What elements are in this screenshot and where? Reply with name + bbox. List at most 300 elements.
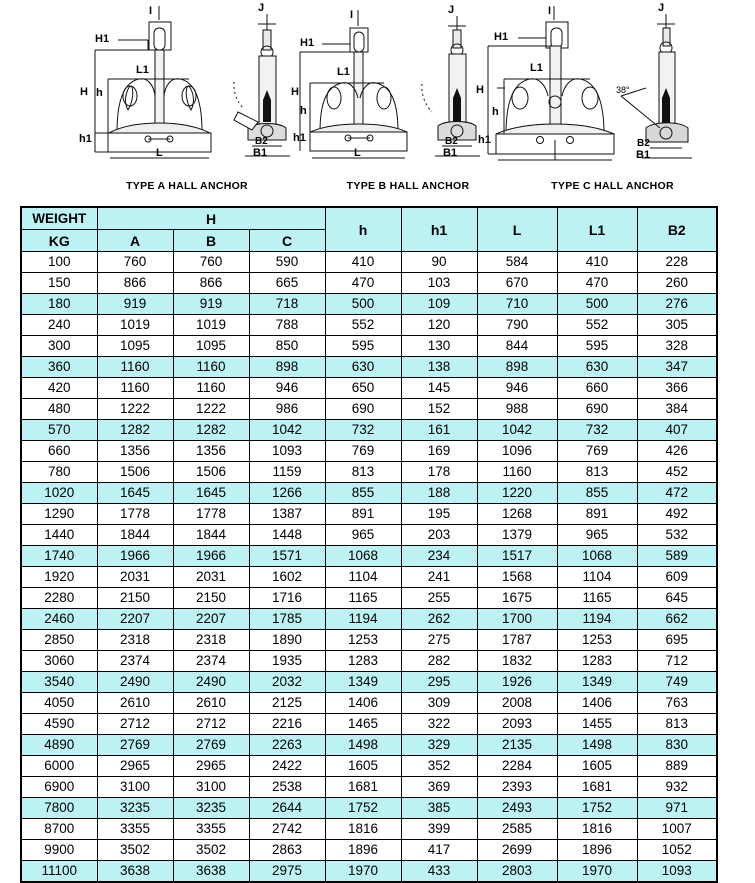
cell-A: 1778 — [97, 504, 173, 525]
cell-L: 898 — [477, 357, 557, 378]
cell-L1: 1165 — [557, 588, 637, 609]
type-c-drawing-icon — [470, 0, 755, 200]
cell-B2: 305 — [637, 315, 717, 336]
label-B1: B1 — [253, 147, 268, 159]
table-row — [21, 714, 717, 735]
table-row — [21, 861, 717, 883]
cell-A: 3100 — [97, 777, 173, 798]
table-row — [21, 504, 717, 525]
spec-table-container — [20, 206, 716, 883]
cell-A: 2769 — [97, 735, 173, 756]
cell-L1: 1068 — [557, 546, 637, 567]
table-row — [21, 651, 717, 672]
cell-A: 1095 — [97, 336, 173, 357]
cell-B2: 589 — [637, 546, 717, 567]
cell-B2: 384 — [637, 399, 717, 420]
cell-B2: 426 — [637, 441, 717, 462]
cell-B2: 492 — [637, 504, 717, 525]
anchor-figure-type-a — [62, 0, 315, 200]
label-H: H — [80, 86, 88, 98]
table-row — [21, 252, 717, 273]
header-L1: L1 — [557, 207, 637, 252]
cell-B2: 830 — [637, 735, 717, 756]
cell-B2: 932 — [637, 777, 717, 798]
cell-L1: 1896 — [557, 840, 637, 861]
cell-A: 2490 — [97, 672, 173, 693]
cell-L: 1787 — [477, 630, 557, 651]
cell-KG: 300 — [21, 336, 97, 357]
header-h1: h1 — [401, 207, 477, 252]
label-H1: H1 — [95, 33, 110, 45]
label-L1: L1 — [530, 62, 543, 74]
cell-L1: 1283 — [557, 651, 637, 672]
cell-A: 3638 — [97, 861, 173, 883]
cell-B2: 347 — [637, 357, 717, 378]
cell-L1: 690 — [557, 399, 637, 420]
header-h: h — [325, 207, 401, 252]
cell-A: 2207 — [97, 609, 173, 630]
cell-L: 2585 — [477, 819, 557, 840]
cell-A: 2610 — [97, 693, 173, 714]
cell-h1: 262 — [401, 609, 477, 630]
cell-B: 2610 — [173, 693, 249, 714]
cell-h: 891 — [325, 504, 401, 525]
table-row — [21, 735, 717, 756]
cell-B2: 695 — [637, 630, 717, 651]
table-row — [21, 672, 717, 693]
cell-KG: 4050 — [21, 693, 97, 714]
cell-B: 2965 — [173, 756, 249, 777]
cell-B2: 328 — [637, 336, 717, 357]
table-row — [21, 777, 717, 798]
label-angle: 38° — [616, 85, 630, 95]
cell-h1: 169 — [401, 441, 477, 462]
cell-h: 1970 — [325, 861, 401, 883]
cell-B: 1778 — [173, 504, 249, 525]
cell-h1: 369 — [401, 777, 477, 798]
cell-h1: 329 — [401, 735, 477, 756]
table-row — [21, 294, 717, 315]
cell-h1: 309 — [401, 693, 477, 714]
header-B2: B2 — [637, 207, 717, 252]
label-L1: L1 — [337, 66, 350, 78]
cell-L: 844 — [477, 336, 557, 357]
cell-A: 1966 — [97, 546, 173, 567]
cell-L: 1517 — [477, 546, 557, 567]
header-kg: KG — [21, 230, 97, 252]
cell-B: 1282 — [173, 420, 249, 441]
cell-L: 2093 — [477, 714, 557, 735]
table-row — [21, 546, 717, 567]
cell-h: 1681 — [325, 777, 401, 798]
cell-C: 986 — [249, 399, 325, 420]
cell-B2: 662 — [637, 609, 717, 630]
cell-h: 1752 — [325, 798, 401, 819]
label-H: H — [476, 84, 484, 96]
table-row — [21, 819, 717, 840]
label-h1: h1 — [79, 133, 92, 145]
cell-h1: 234 — [401, 546, 477, 567]
cell-KG: 1740 — [21, 546, 97, 567]
cell-B2: 228 — [637, 252, 717, 273]
cell-C: 1571 — [249, 546, 325, 567]
cell-h1: 138 — [401, 357, 477, 378]
label-L: L — [156, 147, 163, 159]
label-L: L — [354, 147, 361, 159]
cell-B2: 366 — [637, 378, 717, 399]
cell-C: 850 — [249, 336, 325, 357]
cell-A: 1282 — [97, 420, 173, 441]
cell-C: 1448 — [249, 525, 325, 546]
cell-B: 2490 — [173, 672, 249, 693]
cell-L: 1700 — [477, 609, 557, 630]
cell-L: 988 — [477, 399, 557, 420]
cell-B: 3502 — [173, 840, 249, 861]
cell-h1: 433 — [401, 861, 477, 883]
cell-h1: 282 — [401, 651, 477, 672]
cell-h1: 152 — [401, 399, 477, 420]
label-h1: h1 — [478, 134, 491, 146]
cell-h: 1406 — [325, 693, 401, 714]
cell-B: 3638 — [173, 861, 249, 883]
cell-A: 2965 — [97, 756, 173, 777]
cell-C: 590 — [249, 252, 325, 273]
cell-L1: 660 — [557, 378, 637, 399]
cell-B: 3235 — [173, 798, 249, 819]
cell-KG: 1020 — [21, 483, 97, 504]
cell-B2: 645 — [637, 588, 717, 609]
cell-C: 1716 — [249, 588, 325, 609]
cell-KG: 480 — [21, 399, 97, 420]
cell-h: 732 — [325, 420, 401, 441]
cell-h: 1104 — [325, 567, 401, 588]
cell-KG: 100 — [21, 252, 97, 273]
cell-B2: 813 — [637, 714, 717, 735]
cell-C: 2975 — [249, 861, 325, 883]
cell-KG: 1290 — [21, 504, 97, 525]
cell-A: 2150 — [97, 588, 173, 609]
cell-B: 760 — [173, 252, 249, 273]
cell-B2: 407 — [637, 420, 717, 441]
cell-A: 3502 — [97, 840, 173, 861]
cell-h: 1165 — [325, 588, 401, 609]
cell-L: 2699 — [477, 840, 557, 861]
table-row — [21, 483, 717, 504]
label-B1: B1 — [636, 149, 651, 161]
label-J: J — [258, 2, 265, 14]
cell-B: 919 — [173, 294, 249, 315]
cell-h: 1896 — [325, 840, 401, 861]
cell-B: 1506 — [173, 462, 249, 483]
cell-C: 946 — [249, 378, 325, 399]
cell-h1: 103 — [401, 273, 477, 294]
table-row — [21, 798, 717, 819]
cell-KG: 4590 — [21, 714, 97, 735]
cell-KG: 240 — [21, 315, 97, 336]
cell-C: 2422 — [249, 756, 325, 777]
cell-B2: 1007 — [637, 819, 717, 840]
cell-L: 1568 — [477, 567, 557, 588]
label-L1: L1 — [136, 64, 149, 76]
cell-L: 2135 — [477, 735, 557, 756]
cell-L: 1675 — [477, 588, 557, 609]
cell-L: 2008 — [477, 693, 557, 714]
cell-h: 650 — [325, 378, 401, 399]
cell-C: 2863 — [249, 840, 325, 861]
cell-B2: 712 — [637, 651, 717, 672]
cell-L1: 1194 — [557, 609, 637, 630]
cell-A: 1160 — [97, 357, 173, 378]
cell-A: 2712 — [97, 714, 173, 735]
cell-L1: 1681 — [557, 777, 637, 798]
cell-h: 1498 — [325, 735, 401, 756]
cell-C: 1387 — [249, 504, 325, 525]
cell-L1: 1605 — [557, 756, 637, 777]
cell-C: 1602 — [249, 567, 325, 588]
figure-caption: TYPE C HALL ANCHOR — [551, 180, 674, 192]
label-B2: B2 — [255, 136, 268, 147]
cell-L: 1379 — [477, 525, 557, 546]
cell-h1: 352 — [401, 756, 477, 777]
cell-h1: 417 — [401, 840, 477, 861]
table-row — [21, 840, 717, 861]
table-row — [21, 567, 717, 588]
cell-C: 2538 — [249, 777, 325, 798]
cell-A: 919 — [97, 294, 173, 315]
label-h: h — [492, 106, 499, 118]
cell-B2: 749 — [637, 672, 717, 693]
header-A: A — [97, 230, 173, 252]
cell-A: 2031 — [97, 567, 173, 588]
cell-h1: 178 — [401, 462, 477, 483]
cell-KG: 6000 — [21, 756, 97, 777]
label-H: H — [291, 86, 299, 98]
cell-KG: 9900 — [21, 840, 97, 861]
cell-L: 1096 — [477, 441, 557, 462]
cell-L1: 1816 — [557, 819, 637, 840]
table-row — [21, 588, 717, 609]
cell-C: 2263 — [249, 735, 325, 756]
cell-L: 710 — [477, 294, 557, 315]
label-B1: B1 — [443, 147, 458, 159]
cell-B2: 532 — [637, 525, 717, 546]
cell-B: 2712 — [173, 714, 249, 735]
cell-KG: 11100 — [21, 861, 97, 883]
cell-L: 1220 — [477, 483, 557, 504]
cell-L1: 1752 — [557, 798, 637, 819]
label-H1: H1 — [494, 31, 509, 43]
cell-B: 3100 — [173, 777, 249, 798]
cell-L1: 813 — [557, 462, 637, 483]
table-row — [21, 630, 717, 651]
cell-h: 1253 — [325, 630, 401, 651]
cell-B2: 1052 — [637, 840, 717, 861]
label-h: h — [300, 105, 307, 117]
header-weight: WEIGHT — [21, 207, 97, 230]
cell-KG: 420 — [21, 378, 97, 399]
cell-h1: 195 — [401, 504, 477, 525]
cell-KG: 3060 — [21, 651, 97, 672]
cell-L: 1160 — [477, 462, 557, 483]
cell-h: 1605 — [325, 756, 401, 777]
cell-A: 1645 — [97, 483, 173, 504]
label-I: I — [149, 5, 153, 17]
cell-C: 1266 — [249, 483, 325, 504]
cell-L1: 410 — [557, 252, 637, 273]
cell-L1: 769 — [557, 441, 637, 462]
anchor-spec-table — [20, 206, 718, 883]
cell-C: 788 — [249, 315, 325, 336]
cell-L: 1268 — [477, 504, 557, 525]
cell-B2: 763 — [637, 693, 717, 714]
cell-h: 1283 — [325, 651, 401, 672]
table-row — [21, 693, 717, 714]
table-row — [21, 357, 717, 378]
cell-KG: 8700 — [21, 819, 97, 840]
cell-A: 1222 — [97, 399, 173, 420]
cell-h: 630 — [325, 357, 401, 378]
cell-B: 1645 — [173, 483, 249, 504]
figure-caption: TYPE B HALL ANCHOR — [346, 180, 470, 192]
cell-KG: 6900 — [21, 777, 97, 798]
cell-B: 1160 — [173, 357, 249, 378]
cell-B: 2207 — [173, 609, 249, 630]
cell-L1: 470 — [557, 273, 637, 294]
cell-A: 1356 — [97, 441, 173, 462]
header-row-top — [21, 207, 717, 230]
cell-L1: 552 — [557, 315, 637, 336]
cell-B: 2318 — [173, 630, 249, 651]
cell-L: 1832 — [477, 651, 557, 672]
cell-L1: 1498 — [557, 735, 637, 756]
table-body — [21, 252, 717, 883]
cell-h: 470 — [325, 273, 401, 294]
cell-h: 1349 — [325, 672, 401, 693]
cell-B2: 1093 — [637, 861, 717, 883]
anchor-diagrams — [0, 0, 755, 200]
cell-A: 2318 — [97, 630, 173, 651]
cell-KG: 2460 — [21, 609, 97, 630]
cell-h: 965 — [325, 525, 401, 546]
table-row — [21, 315, 717, 336]
cell-A: 760 — [97, 252, 173, 273]
cell-C: 898 — [249, 357, 325, 378]
cell-L: 790 — [477, 315, 557, 336]
cell-B2: 260 — [637, 273, 717, 294]
cell-h: 855 — [325, 483, 401, 504]
cell-h1: 275 — [401, 630, 477, 651]
table-row — [21, 525, 717, 546]
cell-L: 1926 — [477, 672, 557, 693]
cell-h: 813 — [325, 462, 401, 483]
label-B2: B2 — [637, 138, 650, 149]
cell-C: 2032 — [249, 672, 325, 693]
cell-B: 1356 — [173, 441, 249, 462]
cell-L1: 595 — [557, 336, 637, 357]
cell-L: 670 — [477, 273, 557, 294]
cell-KG: 180 — [21, 294, 97, 315]
cell-A: 1506 — [97, 462, 173, 483]
cell-B: 2150 — [173, 588, 249, 609]
cell-L1: 500 — [557, 294, 637, 315]
cell-L: 1042 — [477, 420, 557, 441]
cell-A: 3355 — [97, 819, 173, 840]
cell-KG: 570 — [21, 420, 97, 441]
cell-L1: 965 — [557, 525, 637, 546]
cell-h: 410 — [325, 252, 401, 273]
cell-KG: 3540 — [21, 672, 97, 693]
cell-L1: 1349 — [557, 672, 637, 693]
cell-C: 665 — [249, 273, 325, 294]
cell-B: 2374 — [173, 651, 249, 672]
label-H1: H1 — [300, 37, 315, 49]
type-a-drawing-icon — [62, 0, 315, 200]
cell-KG: 7800 — [21, 798, 97, 819]
cell-C: 1093 — [249, 441, 325, 462]
table-row — [21, 441, 717, 462]
cell-L1: 1455 — [557, 714, 637, 735]
cell-KG: 660 — [21, 441, 97, 462]
cell-h: 1194 — [325, 609, 401, 630]
cell-h: 1465 — [325, 714, 401, 735]
table-row — [21, 273, 717, 294]
cell-h1: 90 — [401, 252, 477, 273]
cell-L: 2393 — [477, 777, 557, 798]
table-row — [21, 378, 717, 399]
cell-B: 1844 — [173, 525, 249, 546]
cell-C: 1785 — [249, 609, 325, 630]
figure-caption: TYPE A HALL ANCHOR — [126, 180, 248, 192]
cell-h1: 255 — [401, 588, 477, 609]
header-C: C — [249, 230, 325, 252]
table-row — [21, 399, 717, 420]
cell-h1: 203 — [401, 525, 477, 546]
cell-h1: 120 — [401, 315, 477, 336]
cell-h1: 322 — [401, 714, 477, 735]
cell-KG: 2850 — [21, 630, 97, 651]
table-row — [21, 420, 717, 441]
cell-KG: 2280 — [21, 588, 97, 609]
cell-h: 769 — [325, 441, 401, 462]
label-h1: h1 — [293, 132, 306, 144]
cell-L1: 1253 — [557, 630, 637, 651]
cell-L1: 1970 — [557, 861, 637, 883]
cell-L1: 855 — [557, 483, 637, 504]
cell-L1: 891 — [557, 504, 637, 525]
cell-h1: 130 — [401, 336, 477, 357]
header-H-group: H — [97, 207, 325, 230]
cell-C: 718 — [249, 294, 325, 315]
cell-h: 1068 — [325, 546, 401, 567]
cell-KG: 360 — [21, 357, 97, 378]
header-B: B — [173, 230, 249, 252]
table-row — [21, 336, 717, 357]
cell-L1: 630 — [557, 357, 637, 378]
label-h: h — [96, 87, 103, 99]
cell-A: 866 — [97, 273, 173, 294]
cell-B2: 889 — [637, 756, 717, 777]
cell-KG: 150 — [21, 273, 97, 294]
cell-C: 2742 — [249, 819, 325, 840]
cell-B: 2769 — [173, 735, 249, 756]
table-row — [21, 462, 717, 483]
cell-h1: 109 — [401, 294, 477, 315]
cell-C: 2644 — [249, 798, 325, 819]
cell-h1: 385 — [401, 798, 477, 819]
table-head — [21, 207, 717, 252]
cell-C: 1159 — [249, 462, 325, 483]
cell-h1: 161 — [401, 420, 477, 441]
